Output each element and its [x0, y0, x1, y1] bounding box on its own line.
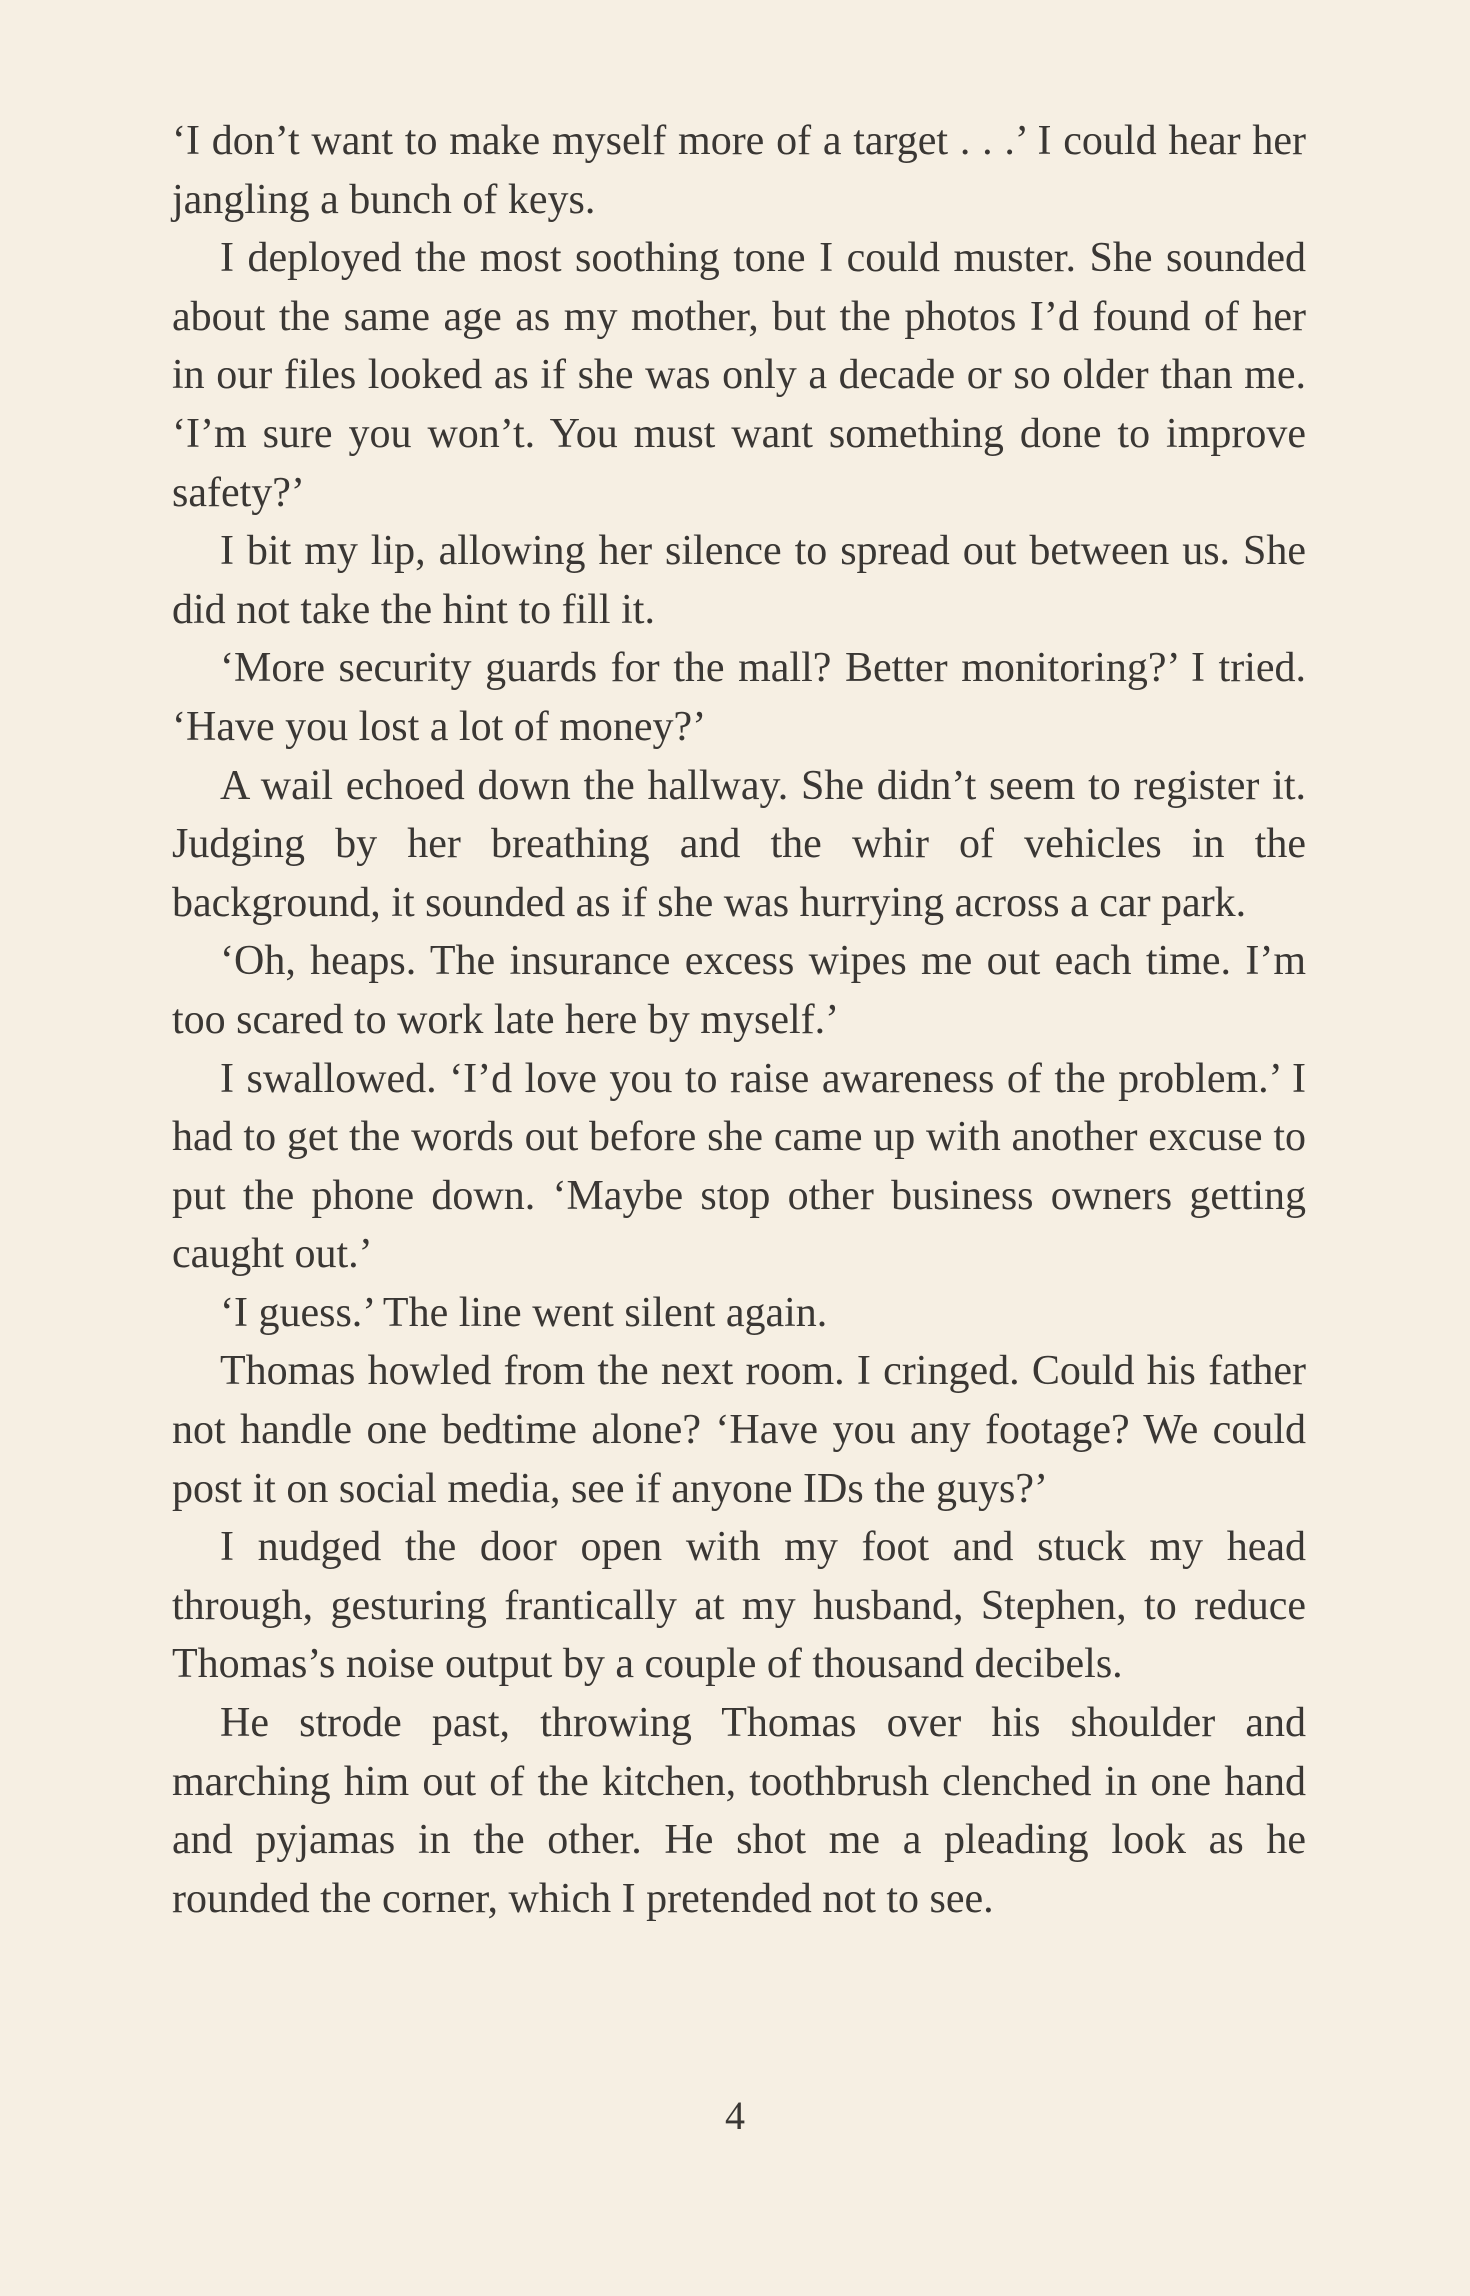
- paragraph: ‘I guess.’ The line went silent again.: [220, 1289, 828, 1336]
- paragraph: Thomas howled from the next room. I cringed. Could his father not handle one bedtime alone? ‘Have you any footage? We could post it on social media, see if anyone IDs the guys?’: [172, 1348, 1306, 1512]
- paragraph: ‘Oh, heaps. The insurance excess wipes me out each time. I’m too scared to work late here by myself.’: [172, 938, 1306, 1043]
- paragraph: I deployed the most soothing tone I could muster. She sounded about the same age as my mother, but the photos I’d found of her in our files looked as if she was only a decade or so older than me. ‘I’m sure you won’t. You must want something done to improve safety?’: [172, 235, 1306, 516]
- paragraph: ‘I don’t want to make myself more of a target . . .’ I could hear her jangling a bunch of keys.: [172, 118, 1306, 223]
- paragraph: He strode past, throwing Thomas over his shoulder and marching him out of the kitchen, toothbrush clenched in one hand and pyjamas in the other. He shot me a pleading look as he rounded the corner, which I pretended not to see.: [172, 1700, 1306, 1922]
- paragraph: ‘More security guards for the mall? Better monitoring?’ I tried. ‘Have you lost a lot of money?’: [172, 645, 1306, 750]
- paragraph: I nudged the door open with my foot and stuck my head through, gesturing frantically at my husband, Stephen, to reduce Thomas’s noise output by a couple of thousand decibels.: [172, 1524, 1306, 1688]
- paragraph: I swallowed. ‘I’d love you to raise awareness of the problem.’ I had to get the words out before she came up with another excuse to put the phone down. ‘Maybe stop other business owners getting caught out.’: [172, 1055, 1306, 1278]
- paragraph: I bit my lip, allowing her silence to spread out between us. She did not take the hint to fill it.: [172, 528, 1306, 633]
- paragraph: A wail echoed down the hallway. She didn’t seem to register it. Judging by her breathing and the whir of vehicles in the background, it sounded as if she was hurrying across a car park.: [172, 762, 1306, 926]
- page-number: 4: [725, 2093, 745, 2138]
- body-text: [172, 112, 1306, 1928]
